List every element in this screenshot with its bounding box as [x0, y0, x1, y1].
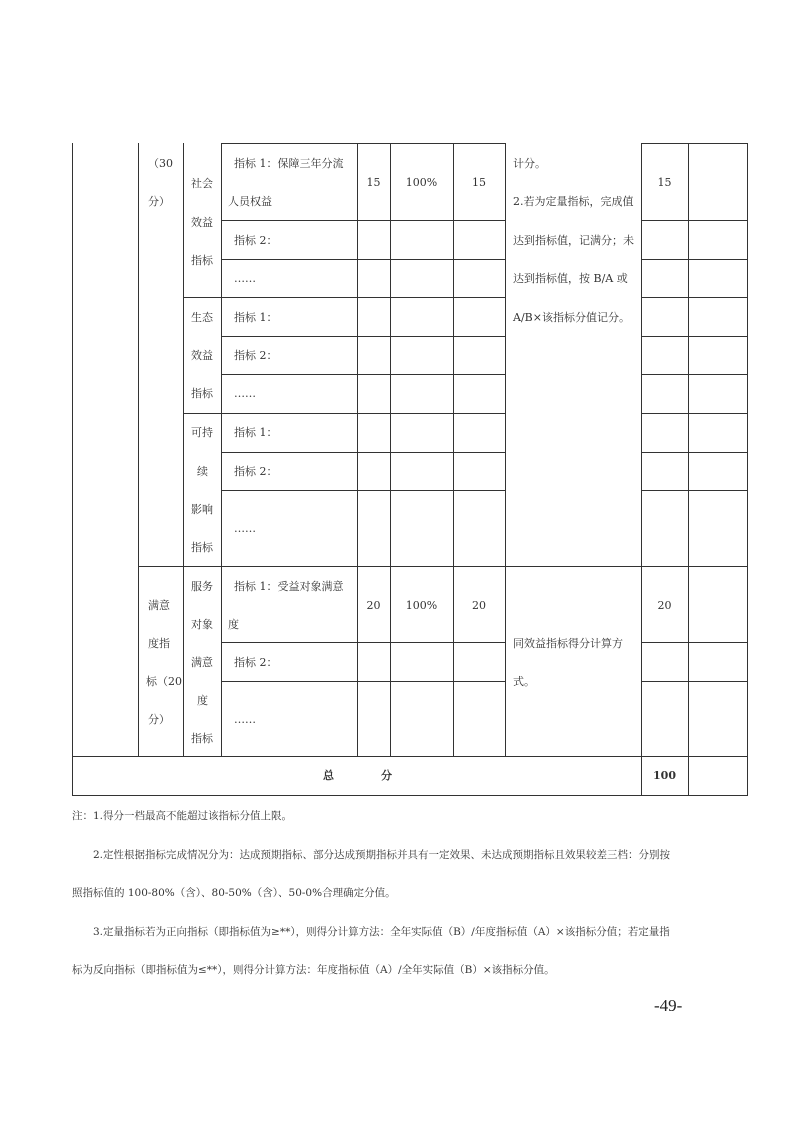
grid-line [641, 413, 748, 414]
total-label: 分 [381, 769, 392, 782]
indicator-text: 指标 2： [234, 234, 278, 247]
grid-line [641, 642, 748, 643]
grid-line [641, 336, 748, 337]
social-category-label: 指标 [191, 254, 213, 267]
indicator-text: 指标 2： [234, 349, 278, 362]
grid-line [357, 143, 358, 756]
service-category-label: 指标 [191, 732, 213, 745]
grid-line [505, 143, 506, 756]
grid-line [641, 452, 748, 453]
indicator-text: 人员权益 [228, 195, 272, 208]
grid-line [221, 336, 506, 337]
effect-group-score-line: 分） [148, 195, 170, 208]
score-value: 15 [657, 176, 672, 189]
sustainable-category-label: 影响 [191, 503, 213, 516]
grid-line [221, 220, 506, 221]
grid-line [183, 143, 184, 756]
ecological-category-label: 效益 [191, 349, 213, 362]
grid-line [221, 143, 506, 144]
target-value: 100% [405, 599, 438, 612]
scoring-method-text: 计分。 [513, 157, 546, 170]
scoring-method-text: 达到指标值，按 B/A 或 [513, 272, 628, 285]
service-category-label: 满意 [191, 656, 213, 669]
grid-line [72, 795, 748, 796]
grid-line [221, 452, 506, 453]
weight-value: 20 [366, 599, 381, 612]
satisfaction-group-label: 满意 [148, 599, 170, 612]
satisfaction-group-label: 分） [148, 713, 170, 726]
grid-line [221, 143, 222, 756]
grid-line [641, 143, 642, 795]
indicator-text: 指标 1： [234, 311, 278, 324]
scoring-method-text: A/B×该指标分值记分。 [513, 311, 630, 324]
total-label: 总 [323, 769, 334, 782]
actual-value: 15 [472, 176, 486, 189]
indicator-text: …… [234, 713, 256, 726]
grid-line [72, 143, 73, 795]
indicator-text: 指标 1： [234, 426, 278, 439]
indicator-text: 指标 2： [234, 656, 278, 669]
effect-group-score-line: （30 [148, 157, 173, 170]
grid-line [747, 143, 748, 795]
grid-line [641, 374, 748, 375]
sustainable-category-label: 续 [197, 465, 208, 478]
note-2-cont: 照指标值的 100-80%（含）、80-50%（含）、50-0%合理确定分值。 [72, 887, 396, 899]
grid-line [221, 490, 506, 491]
grid-line [221, 681, 506, 682]
grid-line [641, 143, 748, 144]
ecological-category-label: 指标 [191, 387, 213, 400]
service-category-label: 对象 [191, 618, 213, 631]
indicator-text: …… [234, 272, 256, 285]
grid-line [641, 297, 748, 298]
service-category-label: 服务 [191, 580, 213, 593]
sustainable-category-label: 指标 [191, 541, 213, 554]
social-category-label: 效益 [191, 216, 213, 229]
grid-line [453, 143, 454, 756]
grid-line [138, 566, 748, 567]
page-number: -49- [654, 996, 683, 1015]
indicator-text: 指标 1：受益对象满意 [234, 580, 344, 593]
grid-line [641, 220, 748, 221]
satisfaction-group-label: 度指 [148, 637, 170, 650]
note-3: 3.定量指标若为正向指标（即指标值为≥**），则得分计算方法：全年实际值（B）/年度指标值（A）×该指标分值；若定量指 [93, 926, 670, 938]
target-value: 100% [405, 176, 438, 189]
note-1: 注：1.得分一档最高不能超过该指标分值上限。 [72, 810, 293, 822]
grid-line [72, 756, 748, 757]
score-value: 20 [657, 599, 672, 612]
grid-line [221, 374, 506, 375]
grid-line [641, 259, 748, 260]
grid-line [221, 642, 506, 643]
scoring-method-text: 达到指标值，记满分；未 [513, 234, 634, 247]
indicator-text: 指标 2： [234, 465, 278, 478]
social-category-label: 社会 [191, 177, 213, 190]
grid-line [688, 143, 689, 795]
grid-line [183, 413, 506, 414]
indicator-text: …… [234, 387, 256, 400]
scoring-method-text: 式。 [513, 675, 535, 688]
grid-line [641, 490, 748, 491]
grid-line [390, 143, 391, 756]
ecological-category-label: 生态 [191, 311, 213, 324]
note-2: 2.定性根据指标完成情况分为：达成预期指标、部分达成预期指标并具有一定效果、未达成预期指标且效果较差三档：分别按 [93, 849, 671, 861]
indicator-text: …… [234, 522, 256, 535]
scoring-method-text: 同效益指标得分计算方 [513, 637, 623, 650]
indicator-text: 度 [228, 618, 239, 631]
indicator-text: 指标 1：保障三年分流 [234, 157, 344, 170]
grid-line [641, 681, 748, 682]
service-category-label: 度 [197, 694, 208, 707]
satisfaction-group-label: 标（20 [146, 675, 182, 688]
grid-line [221, 259, 506, 260]
sustainable-category-label: 可持 [191, 426, 213, 439]
actual-value: 20 [472, 599, 486, 612]
scoring-method-text: 2.若为定量指标，完成值 [513, 195, 634, 208]
grid-line [138, 143, 139, 756]
note-3-cont: 标为反向指标（即指标值为≤**），则得分计算方法：年度指标值（A）/全年实际值（B）×该指标分值。 [72, 964, 555, 976]
total-score: 100 [653, 769, 676, 782]
grid-line [183, 297, 506, 298]
weight-value: 15 [366, 176, 381, 189]
